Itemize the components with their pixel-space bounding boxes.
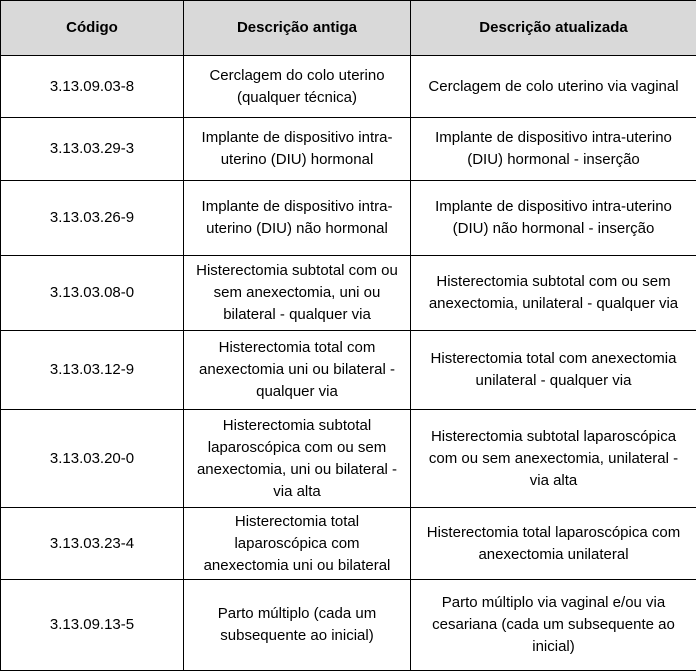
cell-text-line: uterino (DIU) não hormonal [186, 218, 408, 240]
cell-text-line: Implante de dispositivo intra- [186, 196, 408, 218]
header-descricao-atualizada: Descrição atualizada [411, 1, 696, 56]
cell-text-line: inicial) [413, 636, 694, 658]
cell-codigo: 3.13.03.20-0 [1, 410, 184, 508]
cell-descricao-antiga [184, 256, 411, 331]
cell-codigo: 3.13.03.23-4 [1, 508, 184, 580]
header-descricao-antiga: Descrição antiga [184, 1, 411, 56]
cell-text-line: Implante de dispositivo intra-uterino [413, 196, 694, 218]
table-header [1, 1, 696, 56]
cell-text-line: laparoscópica com [186, 533, 408, 555]
cell-text-line: anexectomia, unilateral - qualquer via [413, 293, 694, 315]
cell-text-line: subsequente ao inicial) [186, 625, 408, 647]
cell-text-line: Histerectomia total com anexectomia [413, 348, 694, 370]
cell-text-line: Histerectomia subtotal laparoscópica [413, 426, 694, 448]
cell-descricao-atualizada [411, 181, 696, 256]
cell-descricao-atualizada [411, 410, 696, 508]
table-row [1, 580, 696, 671]
table-row [1, 256, 696, 331]
cell-text-line: (DIU) não hormonal - inserção [413, 218, 694, 240]
cell-text-line: (qualquer técnica) [186, 87, 408, 109]
cell-codigo: 3.13.09.03-8 [1, 56, 184, 118]
cell-descricao-atualizada [411, 331, 696, 410]
cell-text-line: Histerectomia total com [186, 337, 408, 359]
table-row [1, 508, 696, 580]
cell-text-line: Implante de dispositivo intra- [186, 127, 408, 149]
table-row [1, 331, 696, 410]
cell-text-line: Cerclagem do colo uterino [186, 65, 408, 87]
cell-text-line: qualquer via [186, 381, 408, 403]
cell-text-line: via alta [413, 470, 694, 492]
cell-text-line: uterino (DIU) hormonal [186, 149, 408, 171]
cell-descricao-atualizada [411, 256, 696, 331]
cell-descricao-antiga [184, 410, 411, 508]
cell-descricao-atualizada [411, 580, 696, 671]
header-row [1, 1, 696, 56]
cell-text-line: anexectomia unilateral [413, 544, 694, 566]
header-codigo: Código [1, 1, 184, 56]
cell-text-line: anexectomia, uni ou bilateral - [186, 459, 408, 481]
cell-codigo: 3.13.03.29-3 [1, 118, 184, 181]
table-row [1, 118, 696, 181]
cell-text-line: cesariana (cada um subsequente ao [413, 614, 694, 636]
cell-text-line: Parto múltiplo (cada um [186, 603, 408, 625]
table-row [1, 410, 696, 508]
cell-codigo: 3.13.09.13-5 [1, 580, 184, 671]
table-row [1, 181, 696, 256]
cell-text-line: anexectomia uni ou bilateral - [186, 359, 408, 381]
cell-text-line: Histerectomia subtotal com ou [186, 260, 408, 282]
cell-text-line: Histerectomia subtotal [186, 415, 408, 437]
cell-descricao-antiga [184, 331, 411, 410]
cell-text-line: Parto múltiplo via vaginal e/ou via [413, 592, 694, 614]
cell-descricao-antiga [184, 580, 411, 671]
table-row [1, 56, 696, 118]
cell-text-line: Histerectomia subtotal com ou sem [413, 271, 694, 293]
cell-text-line: sem anexectomia, uni ou [186, 282, 408, 304]
cell-descricao-atualizada [411, 118, 696, 181]
table-body [1, 56, 696, 671]
cell-text-line: com ou sem anexectomia, unilateral - [413, 448, 694, 470]
cell-text-line: Implante de dispositivo intra-uterino [413, 127, 694, 149]
cell-descricao-antiga [184, 56, 411, 118]
cell-codigo: 3.13.03.08-0 [1, 256, 184, 331]
cell-text-line: Histerectomia total laparoscópica com [413, 522, 694, 544]
cell-text-line: Histerectomia total [186, 511, 408, 533]
cell-text-line: unilateral - qualquer via [413, 370, 694, 392]
cell-text-line: bilateral - qualquer via [186, 304, 408, 326]
cell-descricao-antiga [184, 508, 411, 580]
cell-descricao-antiga [184, 181, 411, 256]
cell-codigo: 3.13.03.12-9 [1, 331, 184, 410]
cell-text-line: laparoscópica com ou sem [186, 437, 408, 459]
cell-text-line: Cerclagem de colo uterino via vaginal [413, 76, 694, 98]
cell-text-line: (DIU) hormonal - inserção [413, 149, 694, 171]
cell-descricao-atualizada [411, 56, 696, 118]
cell-descricao-atualizada [411, 508, 696, 580]
cell-text-line: via alta [186, 481, 408, 503]
cell-codigo: 3.13.03.26-9 [1, 181, 184, 256]
cell-descricao-antiga [184, 118, 411, 181]
cell-text-line: anexectomia uni ou bilateral [186, 555, 408, 577]
